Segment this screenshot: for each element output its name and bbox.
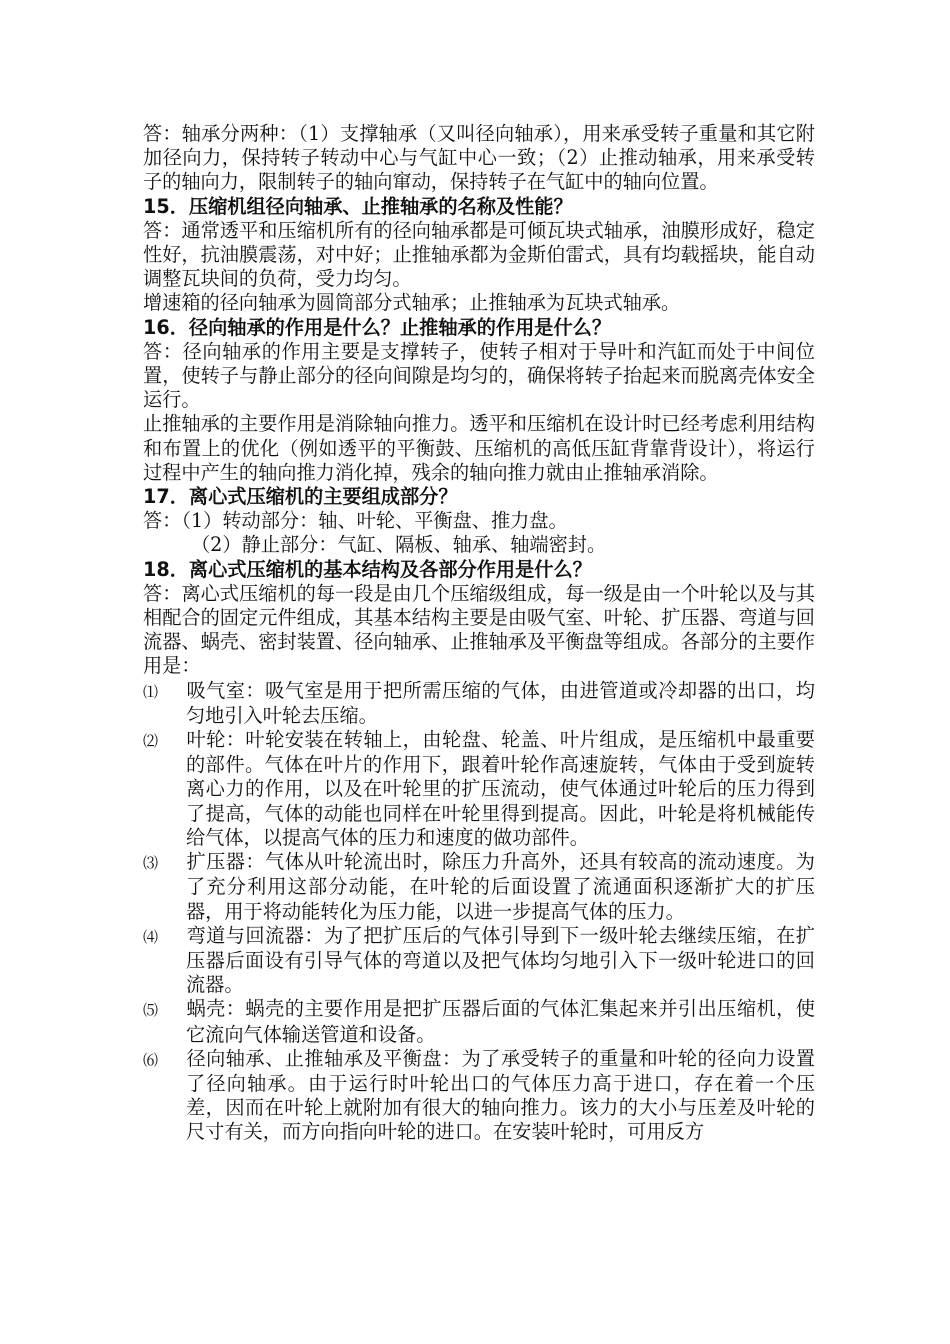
question-heading-17: 17．离心式压缩机的主要组成部分？ [143,485,458,509]
list-item-text: 径向轴承、止推轴承及平衡盘：为了承受转子的重量和叶轮的径向力设置了径向轴承。由于运行时叶轮出口的气体压力高于进口，存在着一个压差，因而在叶轮上就附加有很大的轴向推力。该力的大小与压差及叶轮的尺寸有关，而方向指向叶轮的进口。在安装叶轮时，可用反方 [186,1046,815,1144]
list-item-number: ⑶ [143,854,159,873]
list-item-text: 吸气室：吸气室是用于把所需压缩的气体，由进管道或冷却器的出口，均匀地引入叶轮去压缩。 [186,678,815,727]
list-item-number: ⑴ [143,682,159,701]
list-item-number: ⑵ [143,732,159,751]
list-item [143,850,815,924]
document-page [143,122,815,1145]
list-item-number: ⑷ [143,927,159,946]
list-item-text: 蜗壳：蜗壳的主要作用是把扩压器后面的气体汇集起来并引出压缩机，使它流向气体输送管道和设备。 [186,997,815,1046]
list-item-text: 弯道与回流器：为了把扩压后的气体引导到下一级叶轮去继续压缩，在扩压器后面设有引导气体的弯道以及把气体均匀地引入下一级叶轮进口的回流器。 [186,923,815,997]
answer-paragraph: 答：径向轴承的作用主要是支撑转子，使转子相对于导叶和汽缸而处于中间位置，使转子与静止部分的径向间隙是均匀的，确保将转子抬起来而脱离壳体安全运行。 [143,339,815,412]
body-paragraph: 止推轴承的主要作用是消除轴向推力。透平和压缩机在设计时已经考虑利用结构和布置上的优化（例如透平的平衡鼓、压缩机的高低压缸背靠背设计），将运行过程中产生的轴向推力消化掉，残余的轴向推力就由止推轴承消除。 [143,412,815,484]
list-item-number: ⑸ [143,1001,159,1020]
indented-paragraph: （2）静止部分：气缸、隔板、轴承、轴端密封。 [191,533,607,557]
body-paragraph: 增速箱的径向轴承为圆筒部分式轴承；止推轴承为瓦块式轴承。 [143,291,681,315]
answer-paragraph: 答：（1）转动部分：轴、叶轮、平衡盘、推力盘。 [143,509,568,533]
answer-paragraph: 答：通常透平和压缩机所有的径向轴承都是可倾瓦块式轴承，油膜形成好，稳定性好，抗油膜震荡，对中好；止推轴承都为金斯伯雷式，具有均载摇块，能自动调整瓦块间的负荷，受力均匀。 [143,218,815,291]
list-item [143,1047,815,1145]
list-item [143,728,815,850]
question-heading-18: 18．离心式压缩机的基本结构及各部分作用是什么？ [143,557,592,581]
question-heading-16: 16．径向轴承的作用是什么？止推轴承的作用是什么？ [143,315,612,339]
list-item-text: 扩压器：气体从叶轮流出时，除压力升高外，还具有较高的流动速度。为了充分利用这部分动能，在叶轮的后面设置了流通面积逐渐扩大的扩压器，用于将动能转化为压力能，以进一步提高气体的压力。 [186,850,815,923]
question-heading-15: 15．压缩机组径向轴承、止推轴承的名称及性能？ [143,194,573,218]
list-item [143,924,815,998]
list-item-number: ⑹ [143,1050,159,1069]
list-item [143,997,815,1046]
answer-paragraph: 答：离心式压缩机的每一段是由几个压缩级组成，每一级是由一个叶轮以及与其相配合的固定元件组成，其基本结构主要是由吸气室、叶轮、扩压器、弯道与回流器、蜗壳、密封装置、径向轴承、止推轴承及平衡盘等组成。各部分的主要作用是： [143,581,815,678]
list-item-text: 叶轮：叶轮安装在转轴上，由轮盘、轮盖、叶片组成，是压缩机中最重要的部件。气体在叶片的作用下，跟着叶轮作高速旋转，气体由于受到旋转离心力的作用，以及在叶轮里的扩压流动，使气体通过叶轮后的压力得到了提高，气体的动能也同样在叶轮里得到提高。因此，叶轮是将机械能传给气体，以提高气体的压力和速度的做功部件。 [186,728,815,849]
list-item [143,679,815,728]
answer-paragraph: 答：轴承分两种：（1）支撑轴承（又叫径向轴承），用来承受转子重量和其它附加径向力，保持转子转动中心与气缸中心一致；（2）止推动轴承，用来承受转子的轴向力，限制转子的轴向窜动，保持转子在气缸中的轴向位置。 [143,122,815,194]
